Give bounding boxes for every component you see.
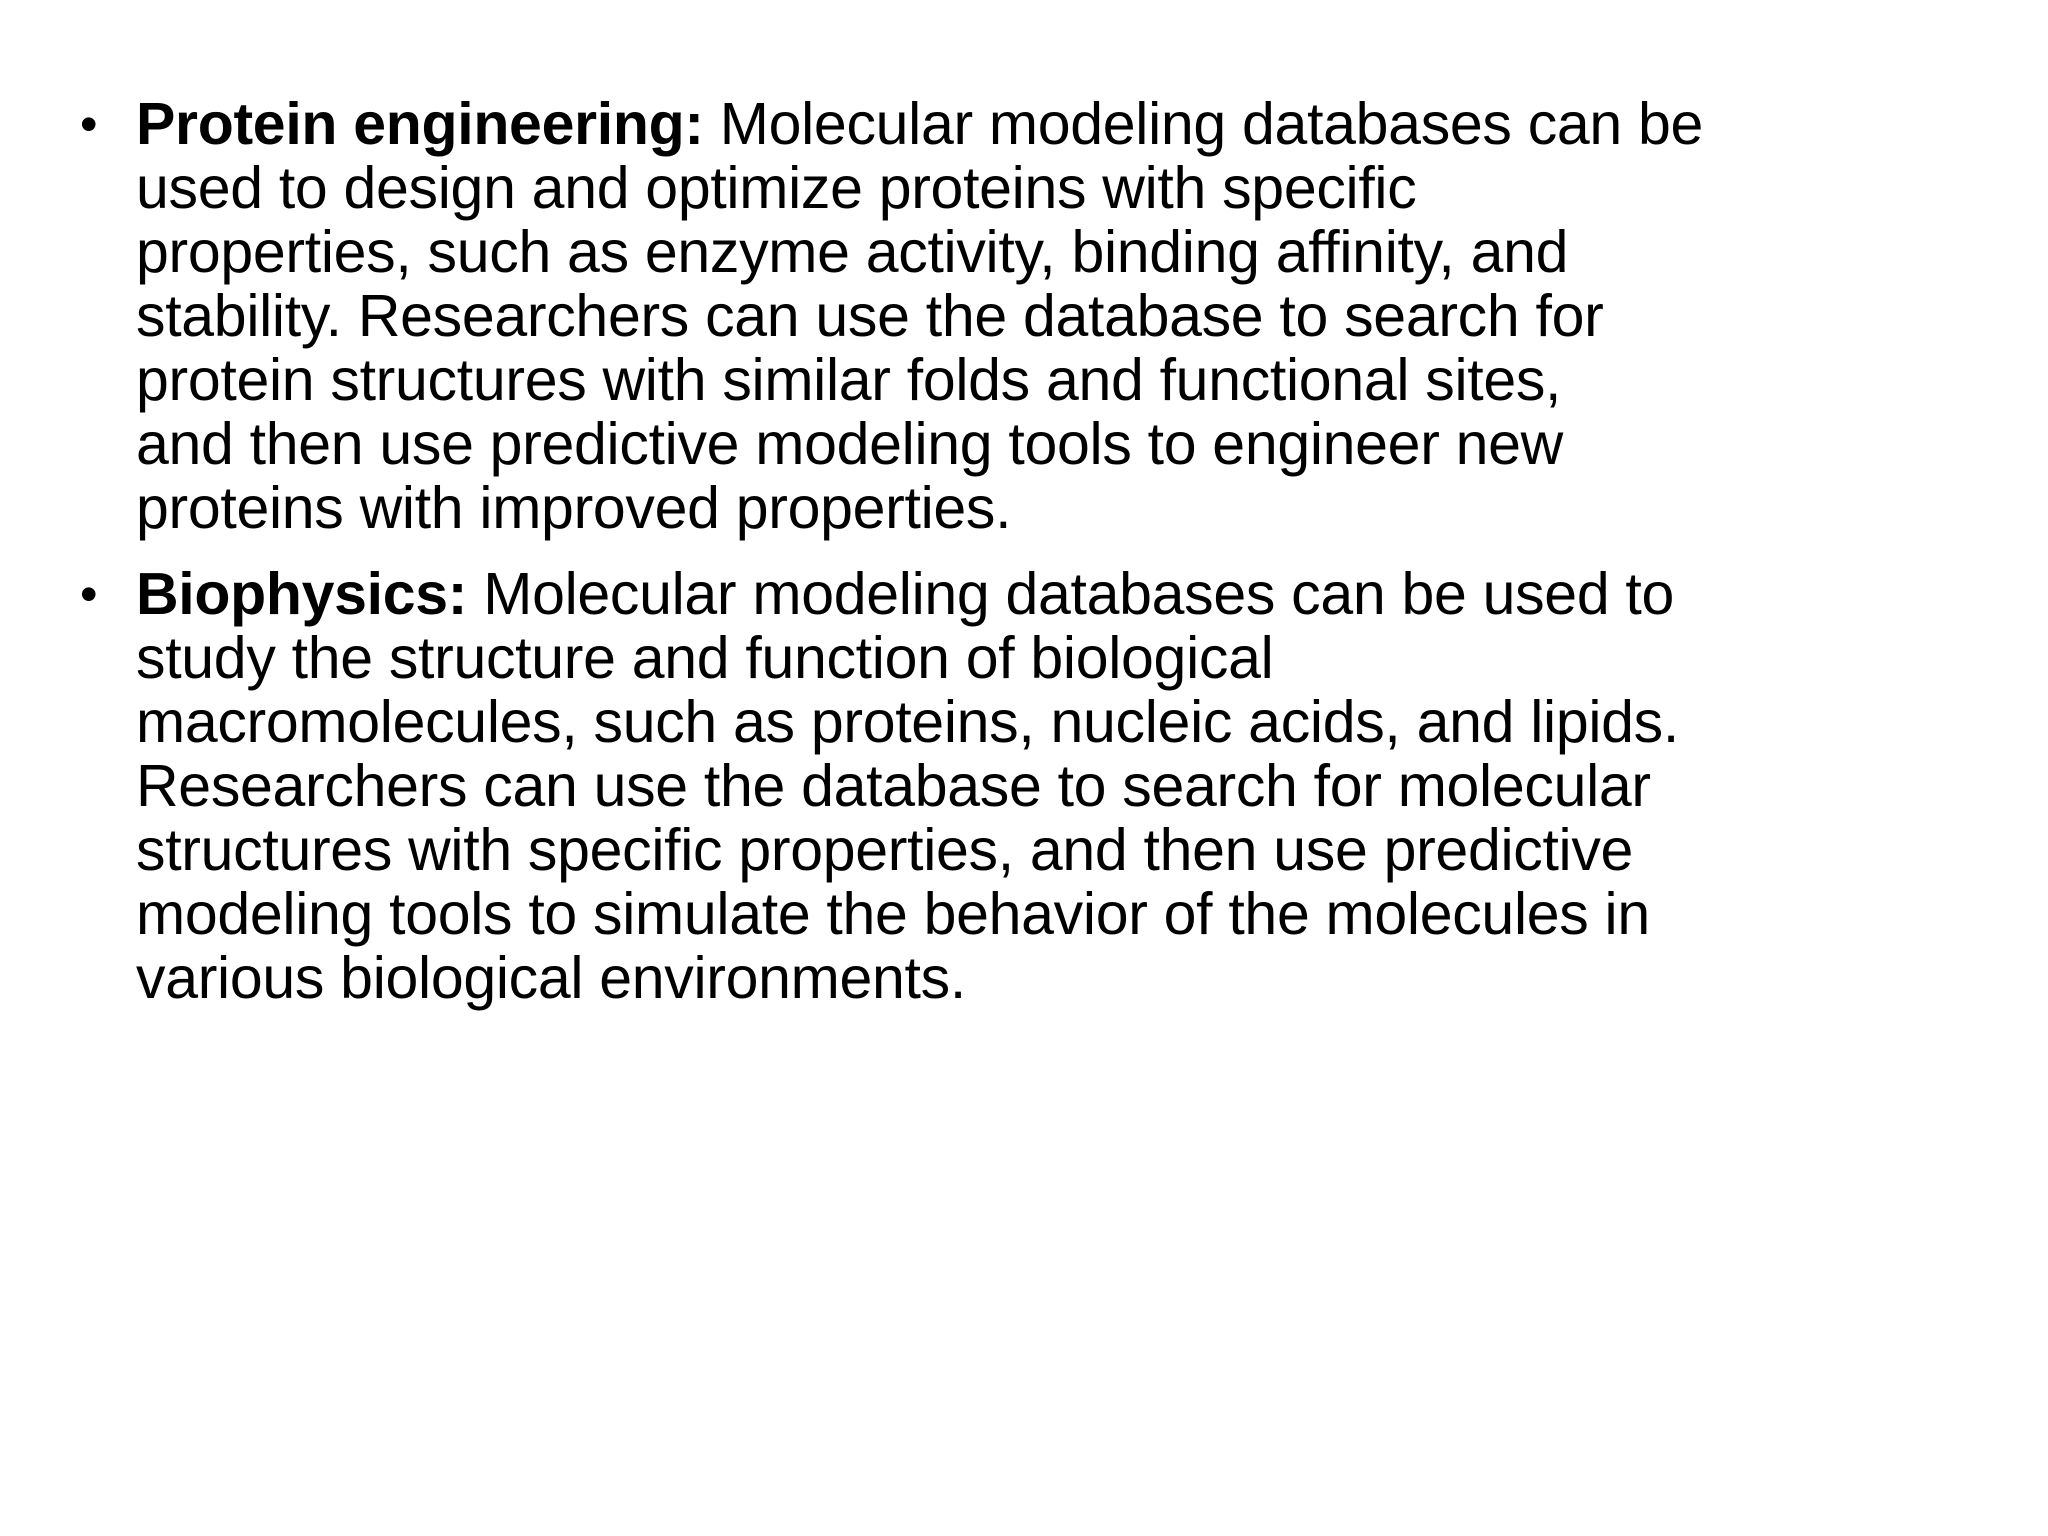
- bullet-term: Protein engineering:: [136, 91, 704, 157]
- bullet-text: proteins with improved properties.: [136, 475, 1012, 541]
- bullet-text: protein structures with similar folds and functional sites,: [136, 347, 1562, 413]
- bullet-text: Molecular modeling databases can be used to: [467, 561, 1675, 627]
- bullet-text: structures with specific properties, and then use predictive: [136, 817, 1634, 883]
- bullet-term: Biophysics:: [136, 561, 468, 627]
- bullet-text: and then use predictive modeling tools to engineer new: [136, 411, 1563, 477]
- bullet-text: Researchers can use the database to search for molecular: [136, 753, 1651, 819]
- bullet-first-line: [136, 562, 2016, 626]
- bullet-text: various biological environments.: [136, 945, 966, 1011]
- bullet-item-protein-engineering: [76, 92, 2016, 540]
- bullet-text: Molecular modeling databases can be: [703, 91, 1704, 157]
- bullet-text: used to design and optimize proteins with specific: [136, 155, 1417, 221]
- bullet-first-line: [136, 92, 2016, 156]
- bullet-text: study the structure and function of biological: [136, 625, 1274, 691]
- bullet-text: properties, such as enzyme activity, binding affinity, and: [136, 219, 1569, 285]
- bullet-item-biophysics: [76, 562, 2016, 1010]
- bullet-text: modeling tools to simulate the behavior of the molecules in: [136, 881, 1650, 947]
- bullet-text: stability. Researchers can use the database to search for: [136, 283, 1604, 349]
- bullet-dot-icon: •: [80, 96, 98, 152]
- bullet-dot-icon: •: [80, 566, 98, 622]
- bullet-text: macromolecules, such as proteins, nucleic acids, and lipids.: [136, 689, 1679, 755]
- bullet-list: [76, 92, 2016, 1032]
